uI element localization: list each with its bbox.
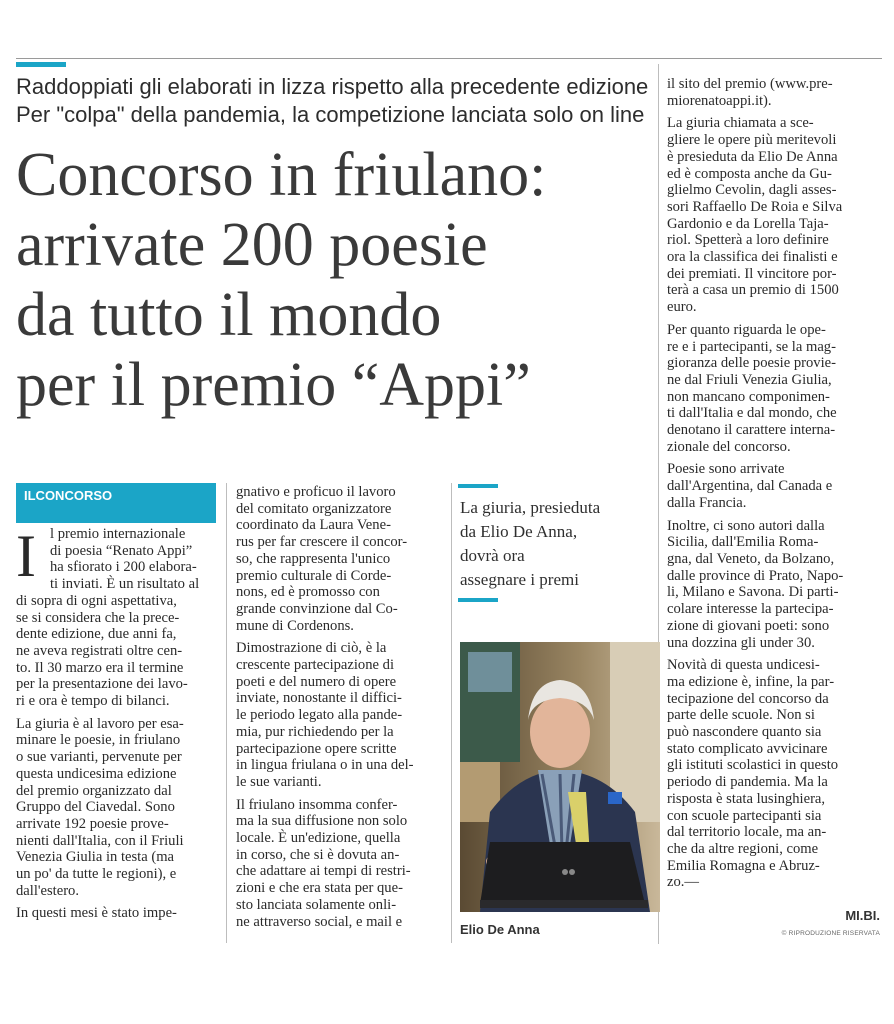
body-text-line: ha sfiorato i 200 elabora- (50, 559, 197, 576)
body-text-line: gioranza delle poesie provie- (667, 355, 836, 372)
body-text-line: ne attraverso social, e mail e (236, 913, 403, 930)
pull-quote-line: da Elio De Anna, (460, 522, 578, 541)
body-text-line: riol. Spetterà a loro definire (667, 232, 829, 249)
body-text-line: parte delle scuole. Non si (667, 707, 815, 724)
body-text-line: coordinato da Laura Vene- (236, 517, 391, 534)
body-text-line: zioni e che era stata per que- (236, 880, 403, 897)
body-text-line: rus per far crescere il concor- (236, 534, 408, 551)
body-text-line: ne aveva registrati oltre cen- (16, 642, 183, 659)
body-text-line: dall'Argentina, dal Canada e (667, 478, 833, 495)
section-label: ILCONCORSO (16, 483, 216, 523)
pull-quote-line: La giuria, presieduta (460, 498, 601, 517)
body-text-line: dalla Francia. (667, 494, 747, 511)
body-text-line: periodo di pandemia. Ma la (667, 774, 828, 791)
body-text-line: risposta è stata lusinghiera, (667, 790, 826, 807)
body-text-line: partecipazione opere scritte (236, 740, 397, 757)
body-text-line: premio culturale di Corde- (236, 567, 392, 584)
body-text-line: miorenatoappi.it). (667, 92, 772, 109)
body-text-line: mune di Cordenons. (236, 617, 354, 634)
body-text-line: so, che rappresenta l'unico (236, 550, 391, 567)
body-text-line: Gruppo del Ciavedal. Sono (16, 799, 175, 816)
body-text-line: zo.— (667, 874, 700, 891)
body-text-line: in lingua friulana o in una del- (236, 757, 414, 774)
body-text-line: terà a casa un premio di 1500 (667, 282, 839, 299)
body-column-2 (236, 484, 442, 930)
body-text-line: euro. (667, 299, 697, 316)
headline-line: Concorso in friulano: (16, 141, 547, 209)
body-text-line: zione di giovani poeti: sono (667, 617, 830, 634)
body-text-line: di sopra di ogni aspettativa, (16, 592, 177, 609)
body-text-line: una dozzina gli under 30. (667, 634, 815, 651)
body-text-line: La giuria è al lavoro per esa- (16, 715, 184, 732)
body-text-line: dall'estero. (16, 882, 80, 899)
body-text-line: del premio organizzato dal (16, 782, 172, 799)
body-text-line: ne dal Friuli Venezia Giulia, (667, 371, 832, 388)
body-text-line: to. Il 30 marzo era il termine (16, 659, 184, 676)
portrait-illustration (460, 642, 660, 912)
headline (16, 140, 656, 420)
top-rule (16, 58, 882, 59)
headline-line: da tutto il mondo (16, 281, 442, 349)
headline-line: arrivate 200 poesie (16, 211, 488, 279)
column-divider (451, 483, 452, 943)
column-divider (226, 483, 227, 943)
body-text-line: per la presentazione dei lavo- (16, 676, 188, 693)
body-text-line: un po' da tutte le regioni), e (16, 866, 177, 883)
body-text-line: grande convinzione dal Co- (236, 600, 398, 617)
body-text-line: mia, pur richiedendo per la (236, 723, 394, 740)
body-text-line: re e i partecipanti, se la mag- (667, 338, 836, 355)
accent-bar (16, 62, 66, 67)
body-text-line: può nascondere quanto sia (667, 724, 822, 741)
pull-quote-accent (458, 598, 498, 602)
body-text-line: gna, dal Veneto, da Bolzano, (667, 550, 835, 567)
body-text-line: in corso, che si è dovuta an- (236, 846, 400, 863)
body-text-line: sori Raffaello De Roia e Silva (667, 198, 843, 215)
body-text-line: zionale del concorso. (667, 438, 791, 455)
body-column-3 (667, 76, 883, 891)
body-text-line: gliere le opere più meritevoli (667, 132, 837, 149)
body-text-line: le sue varianti. (236, 773, 322, 790)
body-text-line: ora la classifica dei finalisti e (667, 249, 838, 266)
body-text-line: Poesie sono arrivate (667, 461, 785, 478)
body-text-line: gli istituti scolastici in questo (667, 757, 839, 774)
body-text-line: li, Milano e Savona. Di parti- (667, 584, 839, 601)
body-text-line: ed è composta anche da Gu- (667, 165, 832, 182)
body-text-line: ri e ora è tempo di bilanci. (16, 693, 170, 710)
pull-quote-line: dovrà ora (460, 546, 525, 565)
drop-cap: I (16, 523, 36, 589)
body-text-line: ma edizione è, infine, la par- (667, 673, 835, 690)
body-text-line: è presieduta da Elio De Anna (667, 148, 838, 165)
body-text-line: Novità di questa undicesi- (667, 657, 820, 674)
body-text-line: ma la sua diffusione non solo (236, 813, 408, 830)
body-text-line: La giuria chiamata a sce- (667, 115, 814, 132)
body-text-line: del comitato organizzatore (236, 500, 392, 517)
body-text-line: Emilia Romagna e Abruz- (667, 857, 820, 874)
body-text-line: sto lanciata solamente onli- (236, 896, 397, 913)
body-text-line: ti dall'Italia e dal mondo, che (667, 405, 837, 422)
body-text-line: le periodo legato alla pande- (236, 707, 403, 724)
body-text-line: locale. È un'edizione, quella (236, 830, 401, 847)
body-text-line: questa undicesima edizione (16, 765, 177, 782)
body-text-line: glielmo Cevolin, dagli asses- (667, 182, 837, 199)
body-text-line: nienti dall'Italia, con il Friuli (16, 832, 184, 849)
body-column-1 (16, 523, 216, 922)
body-text-line: colare interesse la partecipa- (667, 601, 834, 618)
body-text-line: dente edizione, due anni fa, (16, 626, 177, 643)
body-text-line: Sicilia, dall'Emilia Roma- (667, 534, 819, 551)
body-text-line: se si considera che la prece- (16, 609, 180, 626)
photo-caption: Elio De Anna (460, 922, 540, 937)
body-text-line: tecipazione del concorso da (667, 690, 829, 707)
body-text-line: con scuole partecipanti sia (667, 807, 822, 824)
pull-quote (460, 496, 650, 592)
body-text-line: poeti e del numero di opere (236, 673, 397, 690)
pull-quote-accent (458, 484, 498, 488)
body-text-line: nons, ed è promosso con (236, 584, 380, 601)
headline-line: per il premio “Appi” (16, 351, 531, 419)
body-text-line: crescente partecipazione di (236, 657, 395, 674)
body-text-line: denotano il carattere interna- (667, 422, 836, 439)
body-text-line: ti inviati. È un risultato al (50, 576, 200, 593)
body-text-line: dei premiati. Il vincitore por- (667, 265, 837, 282)
author-signature: MI.BI. (845, 908, 880, 923)
body-text-line: Inoltre, ci sono autori dalla (667, 517, 825, 534)
body-text-line: Venezia Giulia in testa (ma (16, 849, 175, 866)
body-text-line: minare le poesie, in friulano (16, 732, 181, 749)
body-text-line: dal territorio locale, ma an- (667, 824, 827, 841)
body-text-line: stato complicato avvicinare (667, 740, 828, 757)
body-text-line: o sue varianti, pervenute per (16, 749, 182, 766)
body-text-line: che adattare ai tempi di restri- (236, 863, 411, 880)
body-text-line: Dimostrazione di ciò, è la (236, 640, 387, 657)
copyright-notice: © RIPRODUZIONE RISERVATA (781, 930, 880, 937)
body-text-line: In questi mesi è stato impe- (16, 905, 177, 922)
body-text-line: Il friulano insomma confer- (236, 796, 398, 813)
body-text-line: che da altre regioni, come (667, 840, 819, 857)
kicker-line-2: Per "colpa" della pandemia, la competizione lanciata solo on line (16, 102, 645, 127)
body-text-line: gnativo e proficuo il lavoro (236, 484, 396, 500)
body-text-line: Gardonio e da Lorella Taja- (667, 215, 829, 232)
body-text-line: arrivate 192 poesie prove- (16, 815, 169, 832)
body-text-line: dalle province di Prato, Napo- (667, 567, 844, 584)
body-text-line: l premio internazionale (50, 526, 186, 542)
body-text-line: non mancano componimen- (667, 388, 830, 405)
kicker-line-1: Raddoppiati gli elaborati in lizza rispetto alla precedente edizione (16, 74, 649, 99)
portrait-photo (460, 642, 660, 912)
body-text-line: inviate, nonostante il diffici- (236, 690, 402, 707)
body-text-line: il sito del premio (www.pre- (667, 76, 833, 92)
pull-quote-line: assegnare i premi (460, 570, 579, 589)
body-text-line: Per quanto riguarda le ope- (667, 321, 826, 338)
body-text-line: di poesia “Renato Appi” (50, 542, 193, 559)
